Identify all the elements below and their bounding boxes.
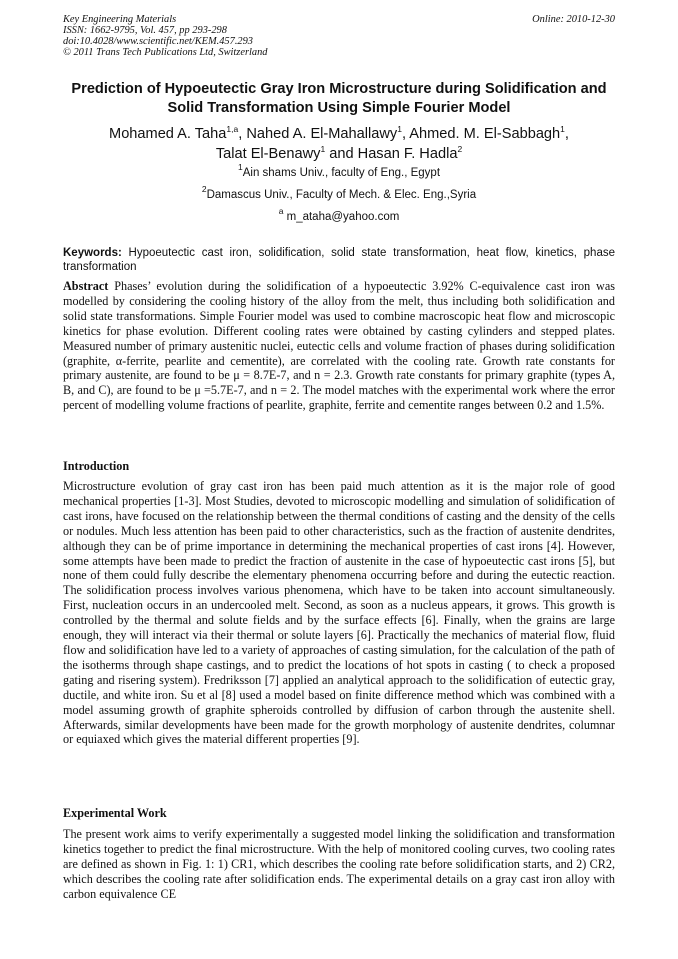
author-separator: and [325, 146, 358, 162]
abstract-section [63, 279, 615, 413]
author-affiliation-mark: 1 [320, 144, 326, 154]
author [358, 146, 463, 162]
introduction-body: Microstructure evolution of gray cast iron has been paid much attention as it is the major role of good mechanical properties [1-3]. Most Studies, devoted to microscopic modelling and simulation of solidification of cast irons, have focused on the relationship between the thermal conditions of casting and the density of the cells or nodules. Much less attention has been paid to other characteristics, such as the fraction of austenite dendrites, although they can be of prime importance in determining the mechanical properties of cast irons [4]. However, some attempts have been made to predict the fraction of austenite in the case of hypoeutectic cast irons [5], but none of them could fully describe the elementary phenomena occurring before and during the eutectic reaction. The solidification process involves various phenomena, which have to be taken into account simultaneously. First, nucleation occurs in an undercooled melt. Second, as soon as a nucleus appears, it grows. This growth is controlled by the thermal and solute fields and by the surface effects [6]. Finally, when the grains are large enough, they will interact via their thermal or solute layers [6]. Practically the mechanics of material flow, fluid flow and solidification have led to a variety of approaches of casting simulation, for the calculation of the path of the isotherms through shape castings, and to predict the locations of hot spots in casting ( to check a proposed gating and risering system). Fredriksson [7] applied an analytical approach to the solidification of eutectic gray, ductile, and white iron. Su et al [8] used a model based on finite difference method which was combined with a model assuming growth of graphite spheroids controlled by diffusion of carbon through the austenite shell. Afterwards, similar developments have been made for the growth morphology of austenite dendrites, columnar or equiaxed which gives the material different properties [9]. [63, 479, 615, 747]
keywords-label: Keywords: [63, 247, 122, 259]
author-affiliation-mark: 1,a [226, 124, 239, 134]
copyright-line: © 2011 Trans Tech Publications Ltd, Switzerland [63, 47, 268, 58]
author-name: Talat El-Benawy [215, 146, 321, 162]
author [216, 146, 358, 162]
author-name: Nahed A. El-Mahallawy [246, 126, 398, 142]
author-affiliation-mark: 1 [560, 124, 565, 134]
experimental-heading: Experimental Work [63, 806, 167, 820]
introduction-heading: Introduction [63, 459, 130, 473]
author [409, 126, 569, 142]
author-name: Hasan F. Hadla [357, 146, 458, 162]
experimental-body: The present work aims to verify experimentally a suggested model linking the solidification and transformation kinetics together to predict the final microstructure. With the help of monitored cooling curves, two cooling rates are defined as shown in Fig. 1: 1) CR1, which describes the cooling rate before solidification starts, and 2) CR2, which describes the cooling rate after solidification ends. The experimental details on a gray cast iron alloy with carbon equivalence CE [63, 827, 615, 901]
journal-name: Key Engineering Materials [63, 14, 177, 25]
author-separator: , [238, 126, 247, 142]
keywords-section [63, 246, 615, 274]
affiliation-mark: 2 [201, 184, 207, 194]
journal-header [63, 14, 615, 58]
online-date: Online: 2010-12-30 [532, 14, 615, 25]
affiliation-mark: a [278, 206, 284, 216]
affiliation-text: Damascus Univ., Faculty of Mech. & Elec. Eng.,Syria [206, 189, 477, 201]
abstract-label: Abstract [63, 279, 109, 293]
author-separator: , [401, 126, 410, 142]
author [109, 126, 246, 142]
paper-title: Prediction of Hypoeutectic Gray Iron Microstructure during Solidification and Solid Transformation Using Simple Fourier Model [71, 81, 607, 116]
affiliation-text: Ain shams Univ., faculty of Eng., Egypt [242, 167, 441, 179]
author-affiliation-mark: 2 [457, 144, 463, 154]
author [246, 126, 409, 142]
issn-line: ISSN: 1662-9795, Vol. 457, pp 293-298 [63, 25, 227, 36]
author-affiliation-mark: 1 [397, 124, 402, 134]
affiliation [52, 184, 626, 202]
keywords-text: Hypoeutectic cast iron, solidification, solid state transformation, heat flow, kinetics, phase transformation [63, 247, 615, 273]
abstract-text: Phases’ evolution during the solidification of a hypoeutectic 3.92% C-equivalence cast iron was modelled by considering the cooling history of the alloy from the melt, thus including both solidification and solid state transformations. Simple Fourier model was used to combine macroscopic heat flow and microscopic kinetics for phase evolution. Different cooling rates were obtained by casting cylinders and stepped plates. Measured number of primary austenitic nuclei, eutectic cells and volume fraction of phases during solidification (graphite, α-ferrite, pearlite and cementite), are correlated with the cooling rate. Growth rate constants for primary austenite, are found to be μ = 8.7E-7, and n = 2.3. Growth rate constants for primary graphite (types A, B, and C), are found to be μ =5.7E-7, and n = 2. The model matches with the experimental work where the error percent of modelling volume fractions of pearlite, graphite, ferrite and cementite ranges between 0.2 and 1.5%. [63, 279, 615, 413]
doi-line: doi:10.4028/www.scientific.net/KEM.457.293 [63, 36, 253, 47]
author-list [52, 124, 626, 164]
author-separator: , [564, 126, 569, 142]
contact-email [52, 206, 626, 224]
author-name: Mohamed A. Taha [109, 126, 227, 142]
affiliation-mark: 1 [237, 162, 243, 172]
affiliation [52, 162, 626, 180]
author-name: Ahmed. M. El-Sabbagh [409, 126, 561, 142]
email-text: m_ataha@yahoo.com [283, 211, 400, 223]
